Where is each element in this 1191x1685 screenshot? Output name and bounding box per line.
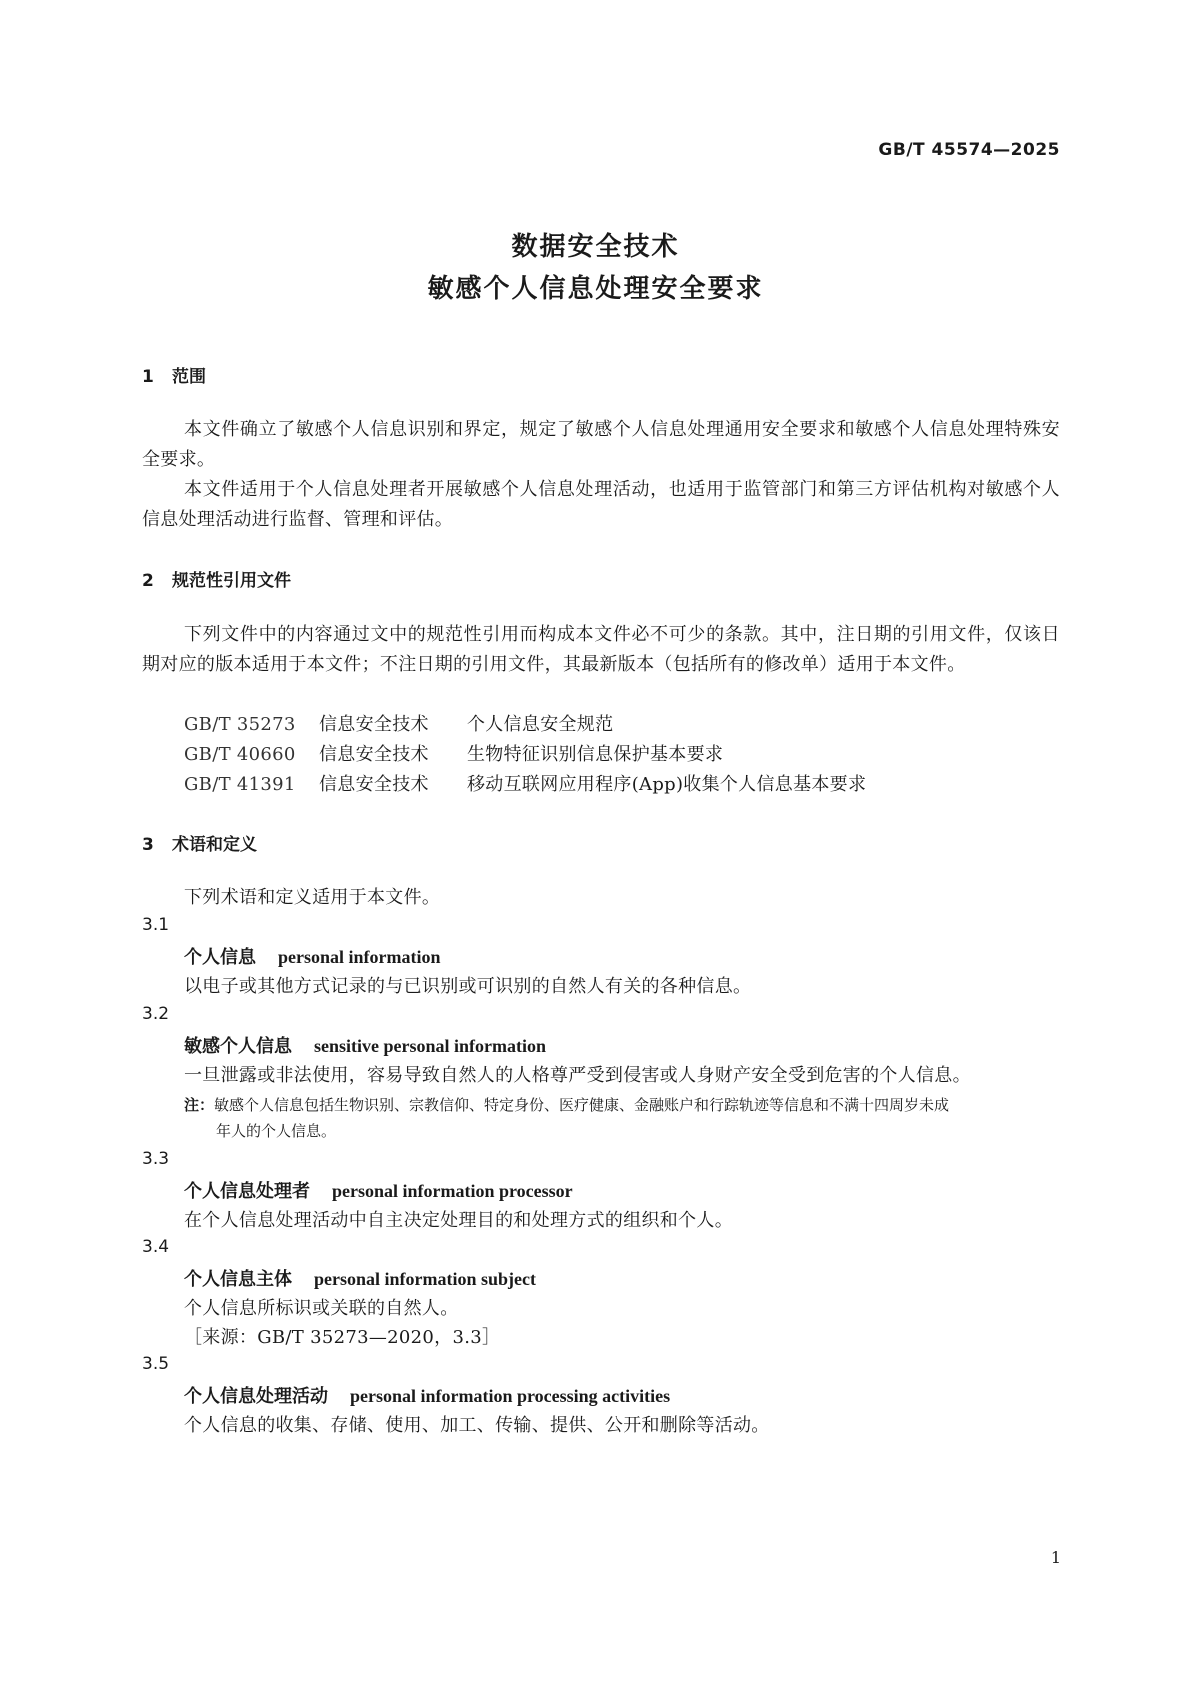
section-1-paragraph-2: 本文件适用于个人信息处理者开展敏感个人信息处理活动，也适用于监管部门和第三方评估机构对敏感个人信息处理活动进行监督、管理和评估。 bbox=[142, 479, 1060, 530]
term-source: ［来源：GB/T 35273—2020，3.3］ bbox=[184, 1327, 501, 1348]
term-heading bbox=[184, 1032, 546, 1058]
page-number: 1 bbox=[1050, 1548, 1061, 1567]
term-number: 3.4 bbox=[142, 1237, 170, 1257]
reference-prefix: 信息安全技术 bbox=[319, 774, 429, 795]
reference-item bbox=[184, 770, 866, 796]
reference-name: 移动互联网应用程序(App)收集个人信息基本要求 bbox=[467, 774, 867, 795]
section-title: 范围 bbox=[172, 367, 206, 387]
section-3-heading bbox=[142, 830, 257, 855]
term-heading bbox=[184, 1265, 536, 1291]
term-note bbox=[184, 1092, 1060, 1144]
term-definition: 以电子或其他方式记录的与已识别或可识别的自然人有关的各种信息。 bbox=[184, 976, 752, 997]
term-english: personal information subject bbox=[314, 1269, 536, 1289]
term-definition: 个人信息的收集、存储、使用、加工、传输、提供、公开和删除等活动。 bbox=[184, 1415, 770, 1436]
term-definition: 一旦泄露或非法使用，容易导致自然人的人格尊严受到侵害或人身财产安全受到危害的个人信息。 bbox=[184, 1065, 971, 1086]
section-1-paragraph-1: 本文件确立了敏感个人信息识别和界定，规定了敏感个人信息处理通用安全要求和敏感个人信息处理特殊安全要求。 bbox=[142, 419, 1060, 470]
term-definition: 个人信息所标识或关联的自然人。 bbox=[184, 1298, 459, 1319]
section-number: 3 bbox=[142, 835, 154, 855]
reference-code: GB/T 41391 bbox=[184, 774, 296, 795]
section-title: 规范性引用文件 bbox=[172, 571, 291, 591]
section-2-paragraph-1: 下列文件中的内容通过文中的规范性引用而构成本文件必不可少的条款。其中，注日期的引用文件，仅该日期对应的版本适用于本文件；不注日期的引用文件，其最新版本（包括所有的修改单）适用于本文件。 bbox=[142, 624, 1060, 675]
term-heading bbox=[184, 943, 441, 969]
reference-code: GB/T 35273 bbox=[184, 714, 296, 735]
document-title-line1: 数据安全技术 bbox=[511, 232, 680, 262]
term-chinese: 个人信息 bbox=[184, 947, 256, 968]
term-chinese: 个人信息处理活动 bbox=[184, 1386, 328, 1407]
term-english: personal information processor bbox=[332, 1181, 573, 1201]
reference-prefix: 信息安全技术 bbox=[319, 744, 429, 765]
section-number: 1 bbox=[142, 367, 154, 387]
term-number: 3.5 bbox=[142, 1354, 170, 1374]
section-title: 术语和定义 bbox=[172, 835, 257, 855]
term-number: 3.3 bbox=[142, 1149, 170, 1169]
term-number: 3.1 bbox=[142, 915, 170, 935]
term-number: 3.2 bbox=[142, 1004, 170, 1024]
reference-prefix: 信息安全技术 bbox=[319, 714, 429, 735]
reference-item bbox=[184, 740, 723, 766]
section-2-heading bbox=[142, 566, 291, 591]
reference-item bbox=[184, 710, 613, 736]
term-english: personal information bbox=[278, 947, 441, 967]
note-text-line1: 敏感个人信息包括生物识别、宗教信仰、特定身份、医疗健康、金融账户和行踪轨迹等信息和不满十四周岁未成 bbox=[214, 1096, 950, 1114]
term-english: personal information processing activities bbox=[350, 1386, 671, 1406]
term-definition: 在个人信息处理活动中自主决定处理目的和处理方式的组织和个人。 bbox=[184, 1210, 733, 1231]
document-title-line2: 敏感个人信息处理安全要求 bbox=[427, 274, 764, 304]
term-chinese: 敏感个人信息 bbox=[184, 1036, 292, 1057]
reference-name: 生物特征识别信息保护基本要求 bbox=[467, 744, 724, 765]
note-label: 注： bbox=[184, 1096, 215, 1114]
section-1-heading bbox=[142, 362, 206, 387]
standard-code: GB/T 45574—2025 bbox=[878, 140, 1060, 160]
term-chinese: 个人信息主体 bbox=[184, 1269, 292, 1290]
note-text-line2: 年人的个人信息。 bbox=[216, 1122, 337, 1140]
section-number: 2 bbox=[142, 571, 154, 591]
reference-name: 个人信息安全规范 bbox=[467, 714, 614, 735]
term-heading bbox=[184, 1382, 670, 1408]
term-chinese: 个人信息处理者 bbox=[184, 1181, 310, 1202]
reference-code: GB/T 40660 bbox=[184, 744, 296, 765]
term-english: sensitive personal information bbox=[314, 1036, 546, 1056]
section-3-intro: 下列术语和定义适用于本文件。 bbox=[184, 887, 441, 908]
term-heading bbox=[184, 1177, 573, 1203]
